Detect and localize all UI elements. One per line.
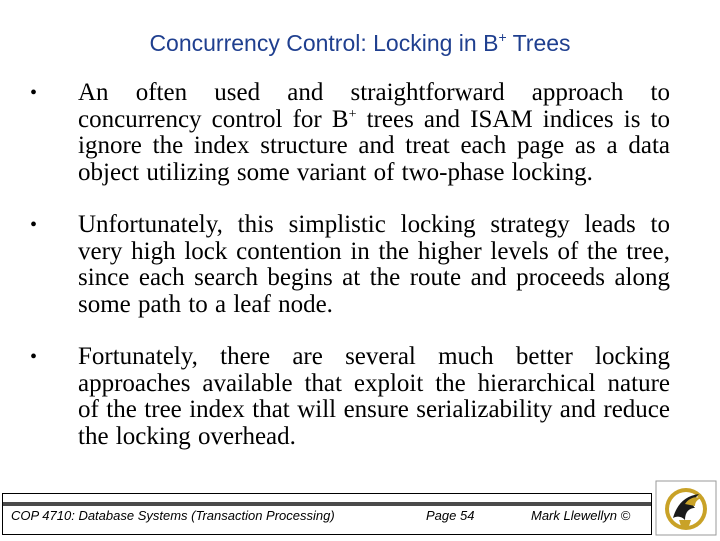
bullet-superscript: + [348,106,357,122]
footer-divider [3,502,651,506]
title-end: Trees [506,30,571,56]
bullet-dot: • [30,346,38,368]
bullet-text-part: trees and ISAM indices is to ignore the index structure and treat each page as a data object utilizing some variant of two-phase locking. [78,105,670,186]
bullet-dot: • [30,82,38,104]
slide-title [0,30,720,57]
footer-page-number: Page 54 [426,508,475,523]
title-superscript: + [498,29,507,45]
bullet-text: Unfortunately, this simplistic locking strategy leads to very high lock contention in the higher levels of the tree, since each search begins at the route and proceeds along some path to a leaf node. [78,211,670,318]
bullet-list [30,80,670,476]
bullet-text [78,80,670,186]
title-main: Concurrency Control: Locking in B [149,30,499,56]
bullet-item [30,344,670,450]
bullet-item [30,212,670,318]
footer-course: COP 4710: Database Systems (Transaction Processing) [11,508,335,523]
bullet-dot: • [30,214,38,236]
bullet-text: Fortunately, there are several much better locking approaches available that exploit the hierarchical nature of the tree index that will ensure serializability and reduce the locking overhead. [78,343,670,450]
bullet-item [30,80,670,186]
footer-bar [2,493,652,535]
bullet-text-part: An often used and straightforward approach to concurrency control for B [78,79,670,133]
ucf-pegasus-logo-icon [655,480,717,536]
footer-author: Mark Llewellyn © [531,508,631,523]
